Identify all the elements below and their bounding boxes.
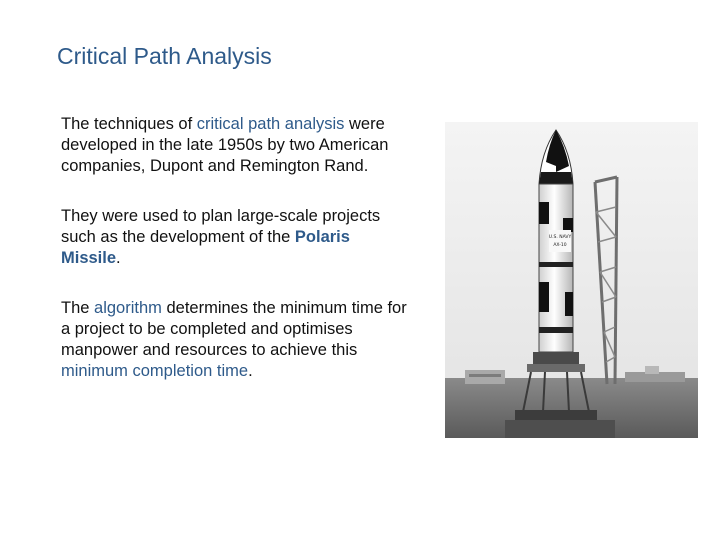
paragraph-text: The [61,299,95,317]
slide-title: Critical Path Analysis [57,43,272,69]
slide-body [61,114,411,411]
missile-photo-illustration [445,122,698,438]
highlight-critical-path-analysis: critical path analysis [196,115,345,133]
svg-text:AX-10: AX-10 [553,243,567,248]
polaris-missile-photo [445,122,698,438]
highlight-minimum-completion-time: minimum completion time [61,362,249,380]
highlight-polaris-missile: Polaris Missile [61,228,350,267]
paragraph-text: The techniques of [61,115,197,133]
paragraph-polaris [61,206,411,269]
missile-marking: U.S. NAVY [548,235,572,240]
paragraph-text: They were used to plan large-scale projects such as the development of the [61,207,381,246]
paragraph-text: . [116,249,121,267]
paragraph-text: . [248,362,253,380]
paragraph-algorithm [61,298,411,382]
highlight-algorithm: algorithm [94,299,162,317]
paragraph-text: were developed in the late 1950s by two American companies, Dupont and Remington Rand. [61,115,389,175]
paragraph-text: determines the minimum time for a project to be completed and optimises manpower and resources to achieve this [61,299,407,359]
paragraph-origin [61,114,411,177]
